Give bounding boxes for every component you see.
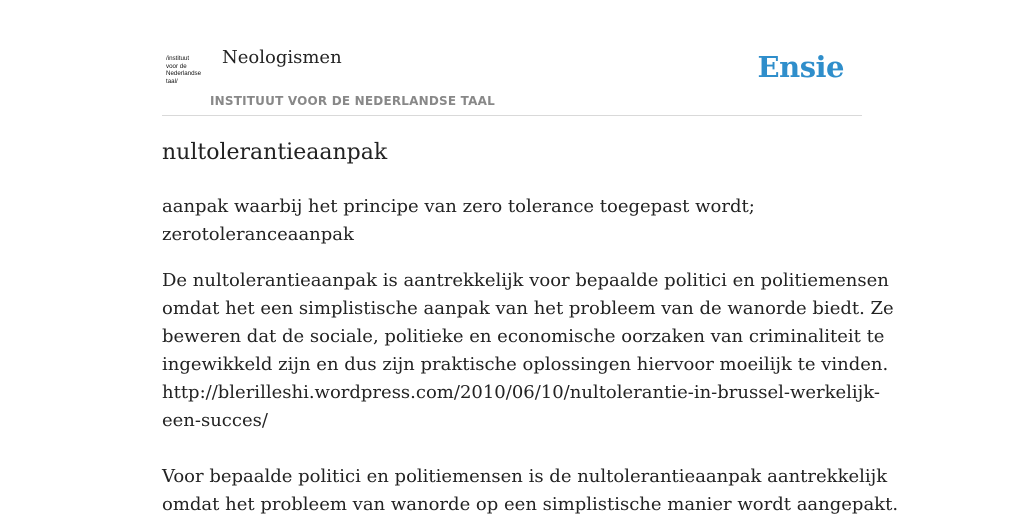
example-line: omdat het een simplistische aanpak van het probleem van de wanorde biedt. Ze — [162, 298, 894, 319]
example-source-url: een-succes/ — [162, 410, 268, 431]
example-line: De nultolerantieaanpak is aantrekkelijk voor bepaalde politici en politiemensen — [162, 270, 889, 291]
example-line: omdat het probleem van wanorde op een simplistische manier wordt aangepakt. — [162, 494, 899, 515]
institute-name: INSTITUUT VOOR DE NEDERLANDSE TAAL — [210, 94, 495, 108]
page — [162, 0, 899, 515]
site-title[interactable]: Neologismen — [222, 47, 342, 68]
ivdnt-logo[interactable] — [166, 55, 208, 89]
logo-line: Nederlandse — [166, 70, 202, 78]
example-source-url: http://blerilleshi.wordpress.com/2010/06/10/nultolerantie-in-brussel-werkelijk- — [162, 382, 880, 403]
headword: nultolerantieaanpak — [162, 140, 388, 165]
site-header — [162, 0, 862, 116]
blank-line — [162, 435, 862, 463]
logo-line: taal/ — [166, 77, 178, 85]
example-text — [162, 267, 899, 519]
example-line: beweren dat de sociale, politieke en economische oorzaken van criminaliteit te — [162, 326, 885, 347]
definition: aanpak waarbij het principe van zero tolerance toegepast wordt; zerotoleranceaanpak — [162, 196, 755, 245]
example-line: ingewikkeld zijn en dus zijn praktische oplossingen hiervoor moeilijk te vinden. — [162, 354, 889, 375]
example-line: Voor bepaalde politici en politiemensen is de nultolerantieaanpak aantrekkelijk — [162, 466, 888, 487]
ensie-brand-link[interactable]: Ensie — [757, 50, 844, 84]
logo-line: voor de — [166, 62, 187, 70]
logo-line: /instituut — [166, 55, 190, 62]
